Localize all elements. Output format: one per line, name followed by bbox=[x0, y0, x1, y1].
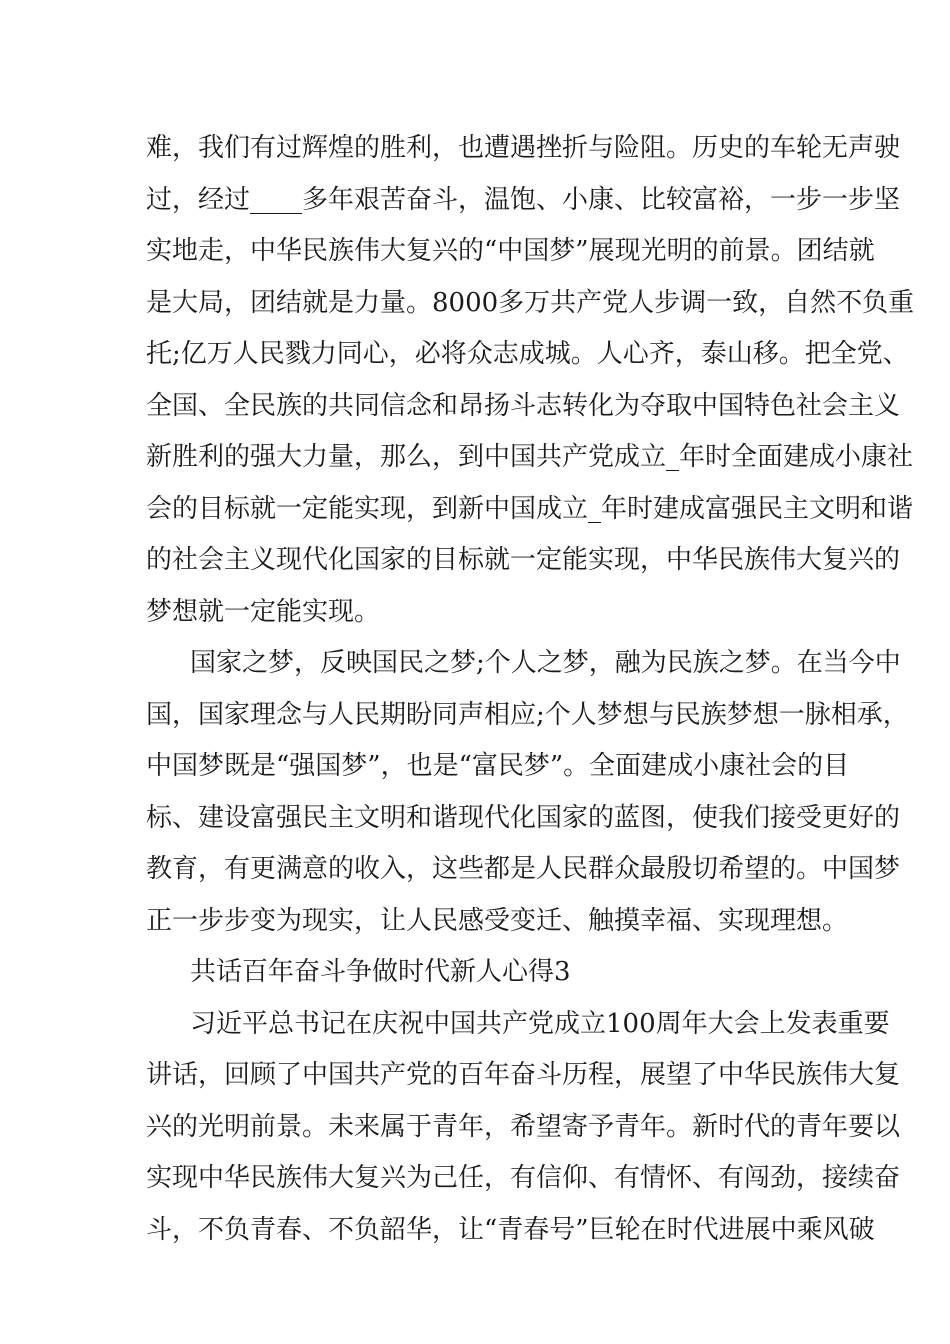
text-line: 实地走，中华民族伟大复兴的“中国梦”展现光明的前景。团结就 bbox=[146, 236, 875, 266]
section-heading: 共话百年奋斗争做时代新人心得3 bbox=[190, 957, 571, 987]
text-line: 斗，不负青春、不负韶华，让“青春号”巨轮在时代进展中乘风破 bbox=[146, 1215, 875, 1245]
text-line: 是大局，团结就是力量。8000多万共产党人步调一致，自然不负重 bbox=[146, 288, 915, 318]
text-line: 过，经过____多年艰苦奋斗，温饱、小康、比较富裕，一步一步坚 bbox=[146, 185, 901, 215]
text-line: 兴的光明前景。未来属于青年，希望寄予青年。新时代的青年要以 bbox=[146, 1112, 901, 1142]
text-line: 教育，有更满意的收入，这些都是人民群众最殷切希望的。中国梦 bbox=[146, 854, 901, 884]
text-line: 正一步步变为现实，让人民感受变迁、触摸幸福、实现理想。 bbox=[146, 906, 849, 936]
paragraph-first-line: 习近平总书记在庆祝中国共产党成立100周年大会上发表重要 bbox=[190, 1009, 890, 1039]
text-line: 中国梦既是“强国梦”，也是“富民梦”。全面建成小康社会的目 bbox=[146, 751, 850, 781]
text-line: 讲话，回顾了中国共产党的百年奋斗历程，展望了中华民族伟大复 bbox=[146, 1060, 901, 1090]
text-line: 会的目标就一定能实现，到新中国成立_年时建成富强民主文明和谐 bbox=[146, 494, 914, 524]
text-line: 标、建设富强民主文明和谐现代化国家的蓝图，使我们接受更好的 bbox=[146, 803, 901, 833]
text-line: 国，国家理念与人民期盼同声相应;个人梦想与民族梦想一脉相承， bbox=[146, 700, 909, 730]
text-line: 全国、全民族的共同信念和昂扬斗志转化为夺取中国特色社会主义 bbox=[146, 391, 901, 421]
text-line: 梦想就一定能实现。 bbox=[146, 597, 381, 627]
text-line: 的社会主义现代化国家的目标就一定能实现，中华民族伟大复兴的 bbox=[146, 545, 901, 575]
text-line: 难，我们有过辉煌的胜利，也遭遇挫折与险阻。历史的车轮无声驶 bbox=[146, 133, 901, 163]
text-line: 新胜利的强大力量，那么，到中国共产党成立_年时全面建成小康社 bbox=[146, 442, 914, 472]
paragraph-first-line: 国家之梦，反映国民之梦;个人之梦，融为民族之梦。在当今中 bbox=[190, 648, 901, 678]
text-line: 实现中华民族伟大复兴为己任，有信仰、有情怀、有闯劲，接续奋 bbox=[146, 1163, 901, 1193]
text-line: 托;亿万人民戮力同心，必将众志成城。人心齐，泰山移。把全党、 bbox=[146, 339, 909, 369]
